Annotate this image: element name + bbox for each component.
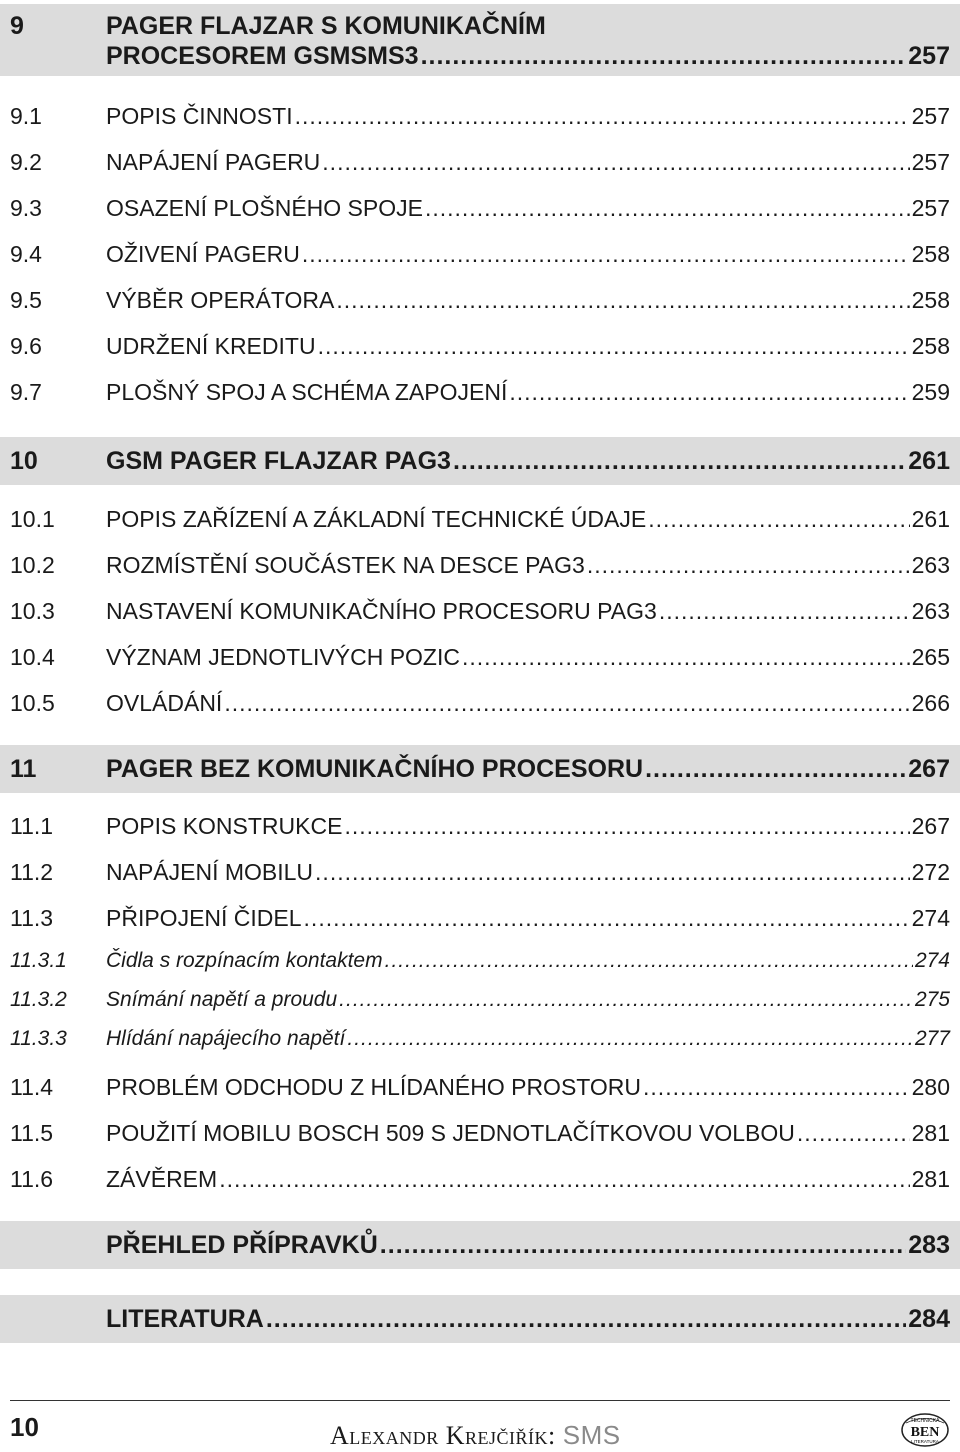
toc-entry[interactable] <box>0 591 960 631</box>
toc-entry-page: 265 <box>911 643 950 670</box>
toc-entry-page: 280 <box>911 1073 950 1100</box>
toc-entry-page: 275 <box>914 988 950 1011</box>
dot-leader <box>336 287 909 314</box>
toc-entry-number: 11.4 <box>10 1073 54 1100</box>
toc-entry-number: 9.5 <box>10 286 42 313</box>
toc-entry[interactable] <box>0 898 960 938</box>
dot-leader <box>318 333 910 360</box>
toc-entry[interactable] <box>0 1159 960 1199</box>
toc-entry-number: 11.1 <box>10 812 54 839</box>
toc-entry-number: 9 <box>10 12 24 40</box>
footer-divider <box>10 1400 950 1401</box>
dot-leader <box>453 447 906 476</box>
toc-entry[interactable] <box>0 1113 960 1153</box>
toc-entry-page: 284 <box>908 1304 950 1333</box>
toc-entry-page: 257 <box>911 148 950 175</box>
toc-entry-page: 258 <box>911 332 950 359</box>
toc-entry-page: 281 <box>911 1119 950 1146</box>
toc-entry-number: 10.5 <box>10 689 55 716</box>
dot-leader <box>385 949 913 973</box>
toc-entry[interactable] <box>0 1295 960 1343</box>
toc-entry-number: 11.5 <box>10 1119 54 1146</box>
toc-entry-number: 10.2 <box>10 551 55 578</box>
toc-entry[interactable] <box>0 942 960 980</box>
toc-entry-number: 11.2 <box>10 858 54 885</box>
toc-entry-title: POPIS ČINNOSTI <box>106 102 293 129</box>
dot-leader <box>425 195 910 222</box>
toc-entry-number: 9.7 <box>10 378 42 405</box>
toc-entry-title: POPIS ZAŘÍZENÍ A ZÁKLADNÍ TECHNICKÉ ÚDAJE <box>106 505 647 532</box>
toc-entry-number: 11.3.2 <box>10 988 67 1011</box>
logo-main-text: BEN <box>910 1425 940 1440</box>
toc-entry-title: PLOŠNÝ SPOJ A SCHÉMA ZAPOJENÍ <box>106 378 508 405</box>
toc-entry[interactable] <box>0 1221 960 1269</box>
toc-entry-title: OŽIVENÍ PAGERU <box>106 240 300 267</box>
dot-leader <box>648 506 909 533</box>
toc-entry-title: UDRŽENÍ KREDITU <box>106 332 316 359</box>
dot-leader <box>421 42 907 71</box>
toc-entry-title: PAGER FLAJZAR S KOMUNIKAČNÍM <box>106 12 546 40</box>
toc-entry-page: 281 <box>911 1165 950 1192</box>
toc-entry-number: 10.1 <box>10 505 55 532</box>
toc-entry-title: PAGER BEZ KOMUNIKAČNÍHO PROCESORU <box>106 754 644 783</box>
toc-entry-page: 267 <box>911 812 950 839</box>
toc-entry-page: 257 <box>908 42 950 70</box>
toc-entry[interactable] <box>0 4 960 76</box>
dot-leader <box>659 598 910 625</box>
toc-entry[interactable] <box>0 280 960 320</box>
toc-entry-title: PROCESOREM GSMSMS3 <box>106 42 419 70</box>
toc-entry-number: 10.3 <box>10 597 55 624</box>
toc-entry-page: 261 <box>911 505 950 532</box>
toc-entry-title: LITERATURA <box>106 1304 264 1333</box>
toc-entry-title: VÝZNAM JEDNOTLIVÝCH POZIC <box>106 643 460 670</box>
dot-leader <box>295 103 910 130</box>
toc-entry-title: PROBLÉM ODCHODU Z HLÍDANÉHO PROSTORU <box>106 1073 642 1100</box>
toc-entry-page: 267 <box>908 754 950 783</box>
dot-leader <box>302 241 910 268</box>
toc-entry-number: 11.3 <box>10 904 54 931</box>
dot-leader <box>645 755 906 784</box>
toc-entry-number: 9.2 <box>10 148 42 175</box>
footer-page-number: 10 <box>10 1412 39 1442</box>
ben-publisher-logo <box>900 1412 950 1448</box>
toc-entry-title: PŘEHLED PŘÍPRAVKŮ <box>106 1230 378 1259</box>
toc-entry-title: NAPÁJENÍ PAGERU <box>106 148 321 175</box>
toc-entry[interactable] <box>0 1067 960 1107</box>
dot-leader <box>304 905 910 932</box>
dot-leader <box>315 859 910 886</box>
toc-entry-number: 9.6 <box>10 332 42 359</box>
toc-entry[interactable] <box>0 188 960 228</box>
toc-entry-page: 263 <box>911 597 950 624</box>
toc-entry-page: 272 <box>911 858 950 885</box>
toc-entry[interactable] <box>0 96 960 136</box>
toc-entry[interactable] <box>0 637 960 677</box>
toc-entry-title: OSAZENÍ PLOŠNÉHO SPOJE <box>106 194 423 221</box>
toc-entry[interactable] <box>0 437 960 485</box>
toc-entry-title: Snímání napětí a proudu <box>106 988 338 1011</box>
toc-entry[interactable] <box>0 806 960 846</box>
toc-entry-number: 9.1 <box>10 102 42 129</box>
toc-entry-number: 11 <box>10 754 37 783</box>
toc-entry-number: 9.3 <box>10 194 42 221</box>
dot-leader <box>509 379 909 406</box>
toc-entry-title: Čidla s rozpínacím kontaktem <box>106 949 383 972</box>
toc-entry-page: 263 <box>911 551 950 578</box>
toc-entry-page: 259 <box>911 378 950 405</box>
toc-entry-page: 258 <box>911 240 950 267</box>
dot-leader <box>224 690 909 717</box>
toc-entry-page: 283 <box>908 1230 950 1259</box>
toc-entry-page: 274 <box>911 904 950 931</box>
toc-entry-title: POPIS KONSTRUKCE <box>106 812 343 839</box>
toc-entry[interactable] <box>0 981 960 1019</box>
toc-entry-title: NAPÁJENÍ MOBILU <box>106 858 314 885</box>
toc-entry-number: 11.3.3 <box>10 1027 67 1050</box>
toc-entry-number: 10 <box>10 446 38 475</box>
dot-leader <box>347 1027 913 1051</box>
toc-entry-page: 274 <box>914 949 950 972</box>
toc-entry[interactable] <box>0 142 960 182</box>
toc-entry-title: PŘIPOJENÍ ČIDEL <box>106 904 302 931</box>
toc-entry[interactable] <box>0 545 960 585</box>
toc-entry[interactable] <box>0 326 960 366</box>
toc-entry[interactable] <box>0 852 960 892</box>
toc-entry-number: 11.6 <box>10 1165 54 1192</box>
toc-entry[interactable] <box>0 499 960 539</box>
footer-book-name: SMS <box>562 1420 621 1450</box>
dot-leader <box>344 813 909 840</box>
toc-entry-title: ZÁVĚREM <box>106 1165 218 1192</box>
dot-leader <box>266 1305 906 1334</box>
dot-leader <box>219 1166 909 1193</box>
toc-entry-title: GSM PAGER FLAJZAR PAG3 <box>106 446 451 475</box>
toc-entry[interactable] <box>0 683 960 723</box>
toc-entry-page: 257 <box>911 194 950 221</box>
toc-entry[interactable] <box>0 234 960 274</box>
toc-entry-title: ROZMÍSTĚNÍ SOUČÁSTEK NA DESCE PAG3 <box>106 551 585 578</box>
dot-leader <box>380 1231 906 1260</box>
footer-book-title <box>330 1420 621 1451</box>
toc-entry[interactable] <box>0 372 960 412</box>
logo-top-text: TECHNICKÁ <box>910 1418 940 1424</box>
dot-leader <box>587 552 910 579</box>
dot-leader <box>322 149 909 176</box>
toc-entry-number: 11.3.1 <box>10 949 67 972</box>
dot-leader <box>462 644 910 671</box>
toc-entry-number: 10.4 <box>10 643 55 670</box>
toc-entry-title: NASTAVENÍ KOMUNIKAČNÍHO PROCESORU PAG3 <box>106 597 657 624</box>
toc-entry-page: 258 <box>911 286 950 313</box>
toc-entry-title: Hlídání napájecího napětí <box>106 1027 346 1050</box>
toc-entry-page: 261 <box>908 446 950 475</box>
toc-entry[interactable] <box>0 1020 960 1058</box>
toc-entry-title: OVLÁDÁNÍ <box>106 689 223 716</box>
logo-bottom-text: LITERATURA <box>911 1439 939 1444</box>
toc-entry-page: 257 <box>911 102 950 129</box>
footer-author: Alexandr Krejčiřík: <box>330 1421 556 1450</box>
page-footer <box>0 1386 960 1452</box>
toc-entry-page: 266 <box>911 689 950 716</box>
dot-leader <box>643 1074 910 1101</box>
toc-entry-title: VÝBĚR OPERÁTORA <box>106 286 335 313</box>
toc-entry-title: POUŽITÍ MOBILU BOSCH 509 S JEDNOTLAČÍTKOVOU VOLBOU <box>106 1119 795 1146</box>
dot-leader <box>797 1120 910 1147</box>
dot-leader <box>339 988 913 1012</box>
toc-entry[interactable] <box>0 745 960 793</box>
toc-entry-number: 9.4 <box>10 240 42 267</box>
toc-entry-page: 277 <box>914 1027 950 1050</box>
